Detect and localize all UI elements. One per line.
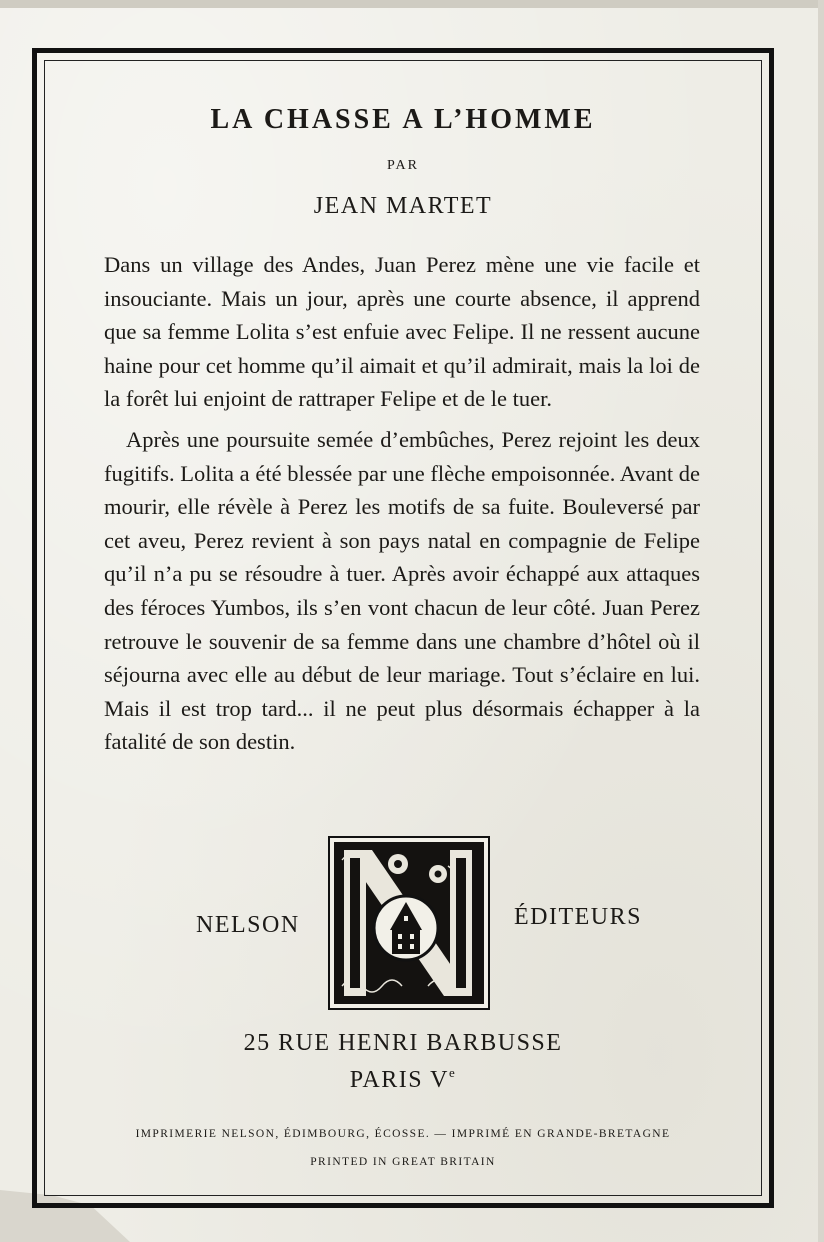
right-edge — [818, 0, 824, 1242]
publisher-city — [44, 1067, 762, 1094]
author-name: JEAN MARTET — [313, 193, 493, 219]
printer-line-2: PRINTED IN GREAT BRITAIN — [310, 1156, 496, 1168]
nelson-n-logo-icon — [328, 836, 490, 1010]
summary-paragraph-2: Après une poursuite semée d’embûches, Perez rejoint les deux fugitifs. Lolita a été blessée par une flèche empoisonnée. Avant de mourir, elle révèle à Perez les motifs de sa fuite. Bouleversé par cet aveu, Perez revient à son pays natal en compagnie de Felipe qu’il n’a pu se résoudre à tuer. Après avoir échappé aux attaques des féroces Yumbos, ils s’en vont chacun de leur côté. Juan Perez retrouve le souvenir de sa femme dans une chambre d’hôtel où il séjourna avec elle au début de leur mariage. Tout s’éclaire en lui. Mais il est trop tard... il ne peut plus désormais échapper à la fatalité de son destin. — [104, 426, 700, 755]
printer-line-1: IMPRIMERIE NELSON, ÉDIMBOURG, ÉCOSSE. — IMPRIMÉ EN GRANDE-BRETAGNE — [135, 1128, 671, 1140]
publisher-address: 25 RUE HENRI BARBUSSE — [243, 1030, 563, 1056]
publisher-role: ÉDITEURS — [514, 904, 642, 930]
book-title: LA CHASSE A L’HOMME — [210, 104, 596, 135]
summary-paragraph-1: Dans un village des Andes, Juan Perez mène une vie facile et insouciante. Mais un jour, après une courte absence, il apprend que sa femme Lolita s’est enfuie avec Felipe. Il ne ressent aucune haine pour cet homme qu’il aimait et qu’il admirait, mais la loi de la forêt lui enjoint de rattraper Felipe et de le tuer. — [104, 252, 700, 412]
by-line: PAR — [387, 158, 419, 173]
summary-text — [104, 248, 700, 759]
publisher-name: NELSON — [196, 912, 300, 938]
city-name: PARIS V — [349, 1067, 449, 1093]
top-edge — [0, 0, 824, 8]
city-suffix: e — [448, 1065, 457, 1080]
